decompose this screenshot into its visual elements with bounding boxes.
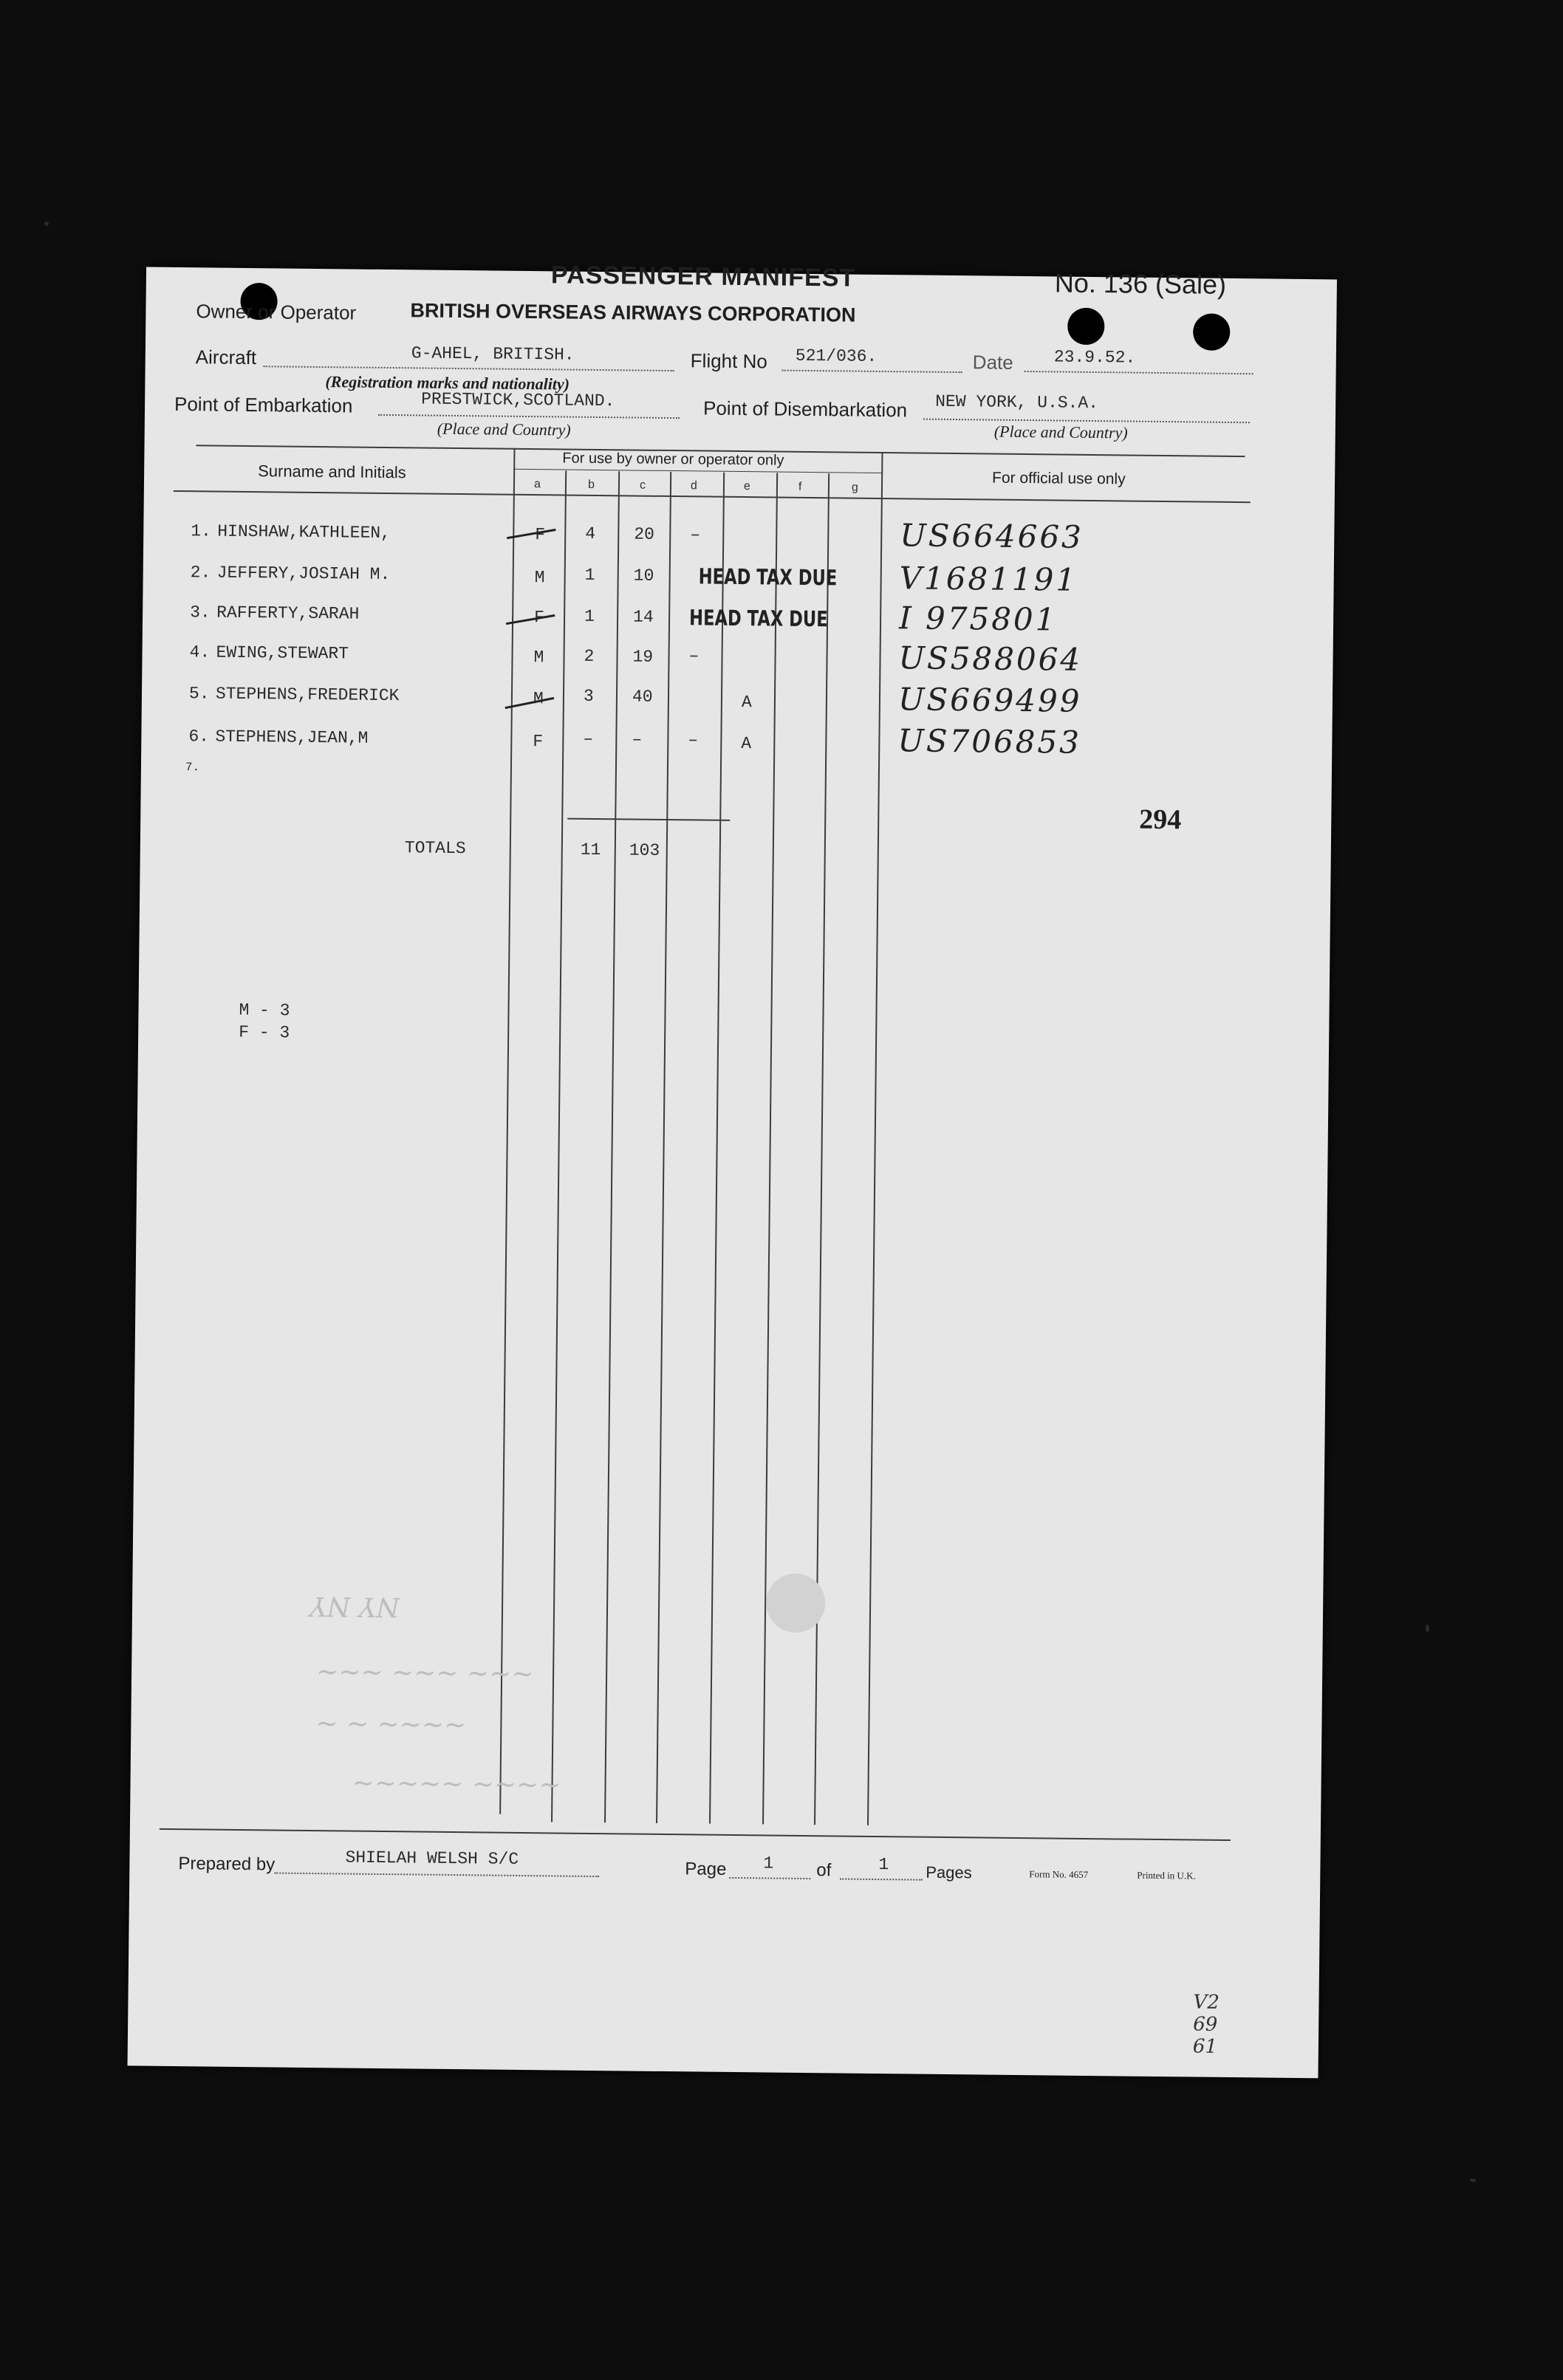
of-dotline bbox=[840, 1879, 923, 1881]
row-number: 5. bbox=[188, 684, 210, 704]
tick-marks bbox=[502, 522, 563, 752]
show-through-text: ~~~~ ~ ~ bbox=[315, 1709, 467, 1741]
film-speck bbox=[44, 222, 49, 226]
official-number: US664663 bbox=[900, 517, 1084, 555]
totals-b: 11 bbox=[580, 840, 601, 860]
cell-c: 10 bbox=[633, 566, 654, 586]
head-tax-stamp: HEAD TAX DUE bbox=[688, 605, 828, 632]
cell-a: M bbox=[533, 689, 544, 709]
manifest-sheet bbox=[128, 261, 1337, 2079]
show-through-text: NY NY bbox=[309, 1590, 400, 1622]
margin-note-line: 61 bbox=[1192, 2035, 1218, 2058]
cell-d: – bbox=[688, 646, 700, 666]
official-number: US706853 bbox=[897, 722, 1082, 761]
aircraft-label: Aircraft bbox=[195, 346, 257, 369]
passenger-name: STEPHENS,JEAN,M bbox=[215, 727, 369, 748]
row-number: 6. bbox=[188, 727, 210, 747]
official-number: I 975801 bbox=[898, 600, 1058, 638]
date-dotline bbox=[1025, 371, 1254, 374]
col-rule bbox=[709, 473, 725, 1824]
cell-b: 1 bbox=[584, 565, 595, 585]
row-number: 3. bbox=[190, 603, 211, 623]
embark-dotline bbox=[378, 414, 680, 419]
punch-hole bbox=[1067, 308, 1105, 346]
cell-b: 2 bbox=[584, 646, 595, 666]
cell-c: – bbox=[632, 730, 643, 750]
row-number: 4. bbox=[189, 642, 211, 662]
totals-label: TOTALS bbox=[404, 838, 466, 859]
aircraft-value: G-AHEL, BRITISH. bbox=[411, 343, 575, 365]
form-number: No. 136 (Sale) bbox=[1054, 267, 1227, 300]
col-header-c: c bbox=[639, 479, 646, 492]
col-rule bbox=[604, 471, 620, 1822]
embark-value: PRESTWICK,SCOTLAND. bbox=[421, 389, 615, 411]
embark-note: (Place and Country) bbox=[437, 419, 571, 439]
date-value: 23.9.52. bbox=[1053, 347, 1136, 368]
cell-a: M bbox=[534, 568, 545, 588]
stain bbox=[766, 1573, 826, 1633]
passenger-name: STEPHENS,FREDERICK bbox=[215, 684, 400, 706]
official-number: V1681191 bbox=[899, 560, 1078, 598]
page-label: Page bbox=[685, 1859, 727, 1879]
head-tax-stamp: HEAD TAX DUE bbox=[698, 563, 838, 591]
cell-c: 19 bbox=[632, 647, 654, 667]
col-header-g: g bbox=[851, 481, 858, 494]
cell-c: 40 bbox=[632, 687, 653, 707]
col-header-a: a bbox=[533, 478, 541, 491]
totals-c: 103 bbox=[629, 840, 660, 860]
margin-note-line: V2 bbox=[1193, 1991, 1220, 2014]
passenger-name: EWING,STEWART bbox=[216, 642, 349, 664]
form-title: PASSENGER MANIFEST bbox=[550, 261, 856, 292]
owner-label: Owner or Operator bbox=[196, 300, 357, 324]
embark-label: Point of Embarkation bbox=[174, 392, 353, 417]
reference-number: 294 bbox=[1139, 803, 1182, 836]
passenger-name: RAFFERTY,SARAH bbox=[216, 603, 360, 624]
flight-value: 521/036. bbox=[795, 346, 878, 366]
disembark-value: NEW YORK, U.S.A. bbox=[935, 391, 1099, 414]
cell-c: 20 bbox=[634, 524, 655, 544]
margin-note bbox=[1193, 1992, 1220, 2058]
film-speck bbox=[1426, 1625, 1429, 1632]
margin-note-line: 69 bbox=[1193, 2013, 1218, 2036]
operator-subrule bbox=[513, 469, 883, 473]
cell-c: 14 bbox=[632, 607, 654, 627]
page-dotline bbox=[729, 1877, 810, 1879]
aircraft-note: (Registration marks and nationality) bbox=[325, 372, 570, 394]
date-label: Date bbox=[972, 351, 1013, 374]
disembark-label: Point of Disembarkation bbox=[702, 397, 908, 422]
surname-header: Surname and Initials bbox=[258, 462, 406, 482]
male-count: M - 3 bbox=[239, 1000, 290, 1021]
col-header-e: e bbox=[743, 480, 750, 493]
female-count: F - 3 bbox=[239, 1022, 290, 1043]
show-through-text: ~~~~ ~~~~~ bbox=[352, 1768, 561, 1801]
footer-rule bbox=[160, 1828, 1231, 1841]
page-value: 1 bbox=[763, 1853, 774, 1873]
cell-a: M bbox=[533, 648, 544, 668]
of-value: 1 bbox=[878, 1855, 889, 1875]
official-header: For official use only bbox=[991, 469, 1126, 488]
film-speck bbox=[1470, 2178, 1476, 2182]
col-header-d: d bbox=[690, 479, 697, 493]
col-rule bbox=[656, 472, 671, 1823]
aircraft-dotline bbox=[264, 366, 674, 371]
owner-value: BRITISH OVERSEAS AIRWAYS CORPORATION bbox=[410, 299, 856, 326]
cell-b: 4 bbox=[585, 524, 596, 543]
passenger-name: HINSHAW,KATHLEEN, bbox=[217, 521, 391, 543]
row-number: 7. bbox=[185, 761, 200, 775]
show-through-text: ~~~ ~~~ ~~~ bbox=[315, 1657, 534, 1690]
official-number: US588064 bbox=[898, 639, 1083, 678]
cell-e: A bbox=[741, 693, 752, 713]
cell-a: F bbox=[533, 608, 545, 628]
flight-label: Flight No bbox=[690, 349, 767, 373]
cell-b: 1 bbox=[584, 606, 595, 626]
header-bottom-rule bbox=[174, 490, 1251, 503]
cell-a: F bbox=[535, 525, 546, 545]
totals-rule bbox=[567, 818, 730, 821]
prepared-label: Prepared by bbox=[178, 1853, 276, 1875]
cell-b: – bbox=[583, 729, 594, 749]
cell-e: A bbox=[741, 734, 752, 754]
punch-hole bbox=[1193, 313, 1231, 351]
cell-a: F bbox=[533, 732, 544, 752]
disembark-note: (Place and Country) bbox=[993, 422, 1128, 442]
cell-d: – bbox=[688, 730, 699, 750]
prepared-value: SHIELAH WELSH S/C bbox=[345, 1848, 519, 1869]
col-header-f: f bbox=[798, 480, 802, 493]
official-number: US669499 bbox=[897, 681, 1082, 719]
of-label: of bbox=[816, 1860, 832, 1881]
cell-b: 3 bbox=[583, 686, 594, 706]
pages-label: Pages bbox=[926, 1862, 972, 1882]
printed-in: Printed in U.K. bbox=[1137, 1869, 1196, 1882]
passenger-name: JEFFERY,JOSIAH M. bbox=[216, 563, 391, 585]
row-number: 2. bbox=[190, 563, 211, 583]
col-header-b: b bbox=[587, 478, 595, 491]
cell-d: – bbox=[690, 525, 701, 545]
row-number: 1. bbox=[191, 521, 212, 541]
form-number-footer: Form No. 4657 bbox=[1029, 1868, 1089, 1881]
col-rule bbox=[867, 452, 883, 1825]
prepared-dotline bbox=[274, 1872, 599, 1877]
flight-dotline bbox=[782, 370, 962, 374]
operator-header: For use by owner or operator only bbox=[562, 450, 784, 469]
